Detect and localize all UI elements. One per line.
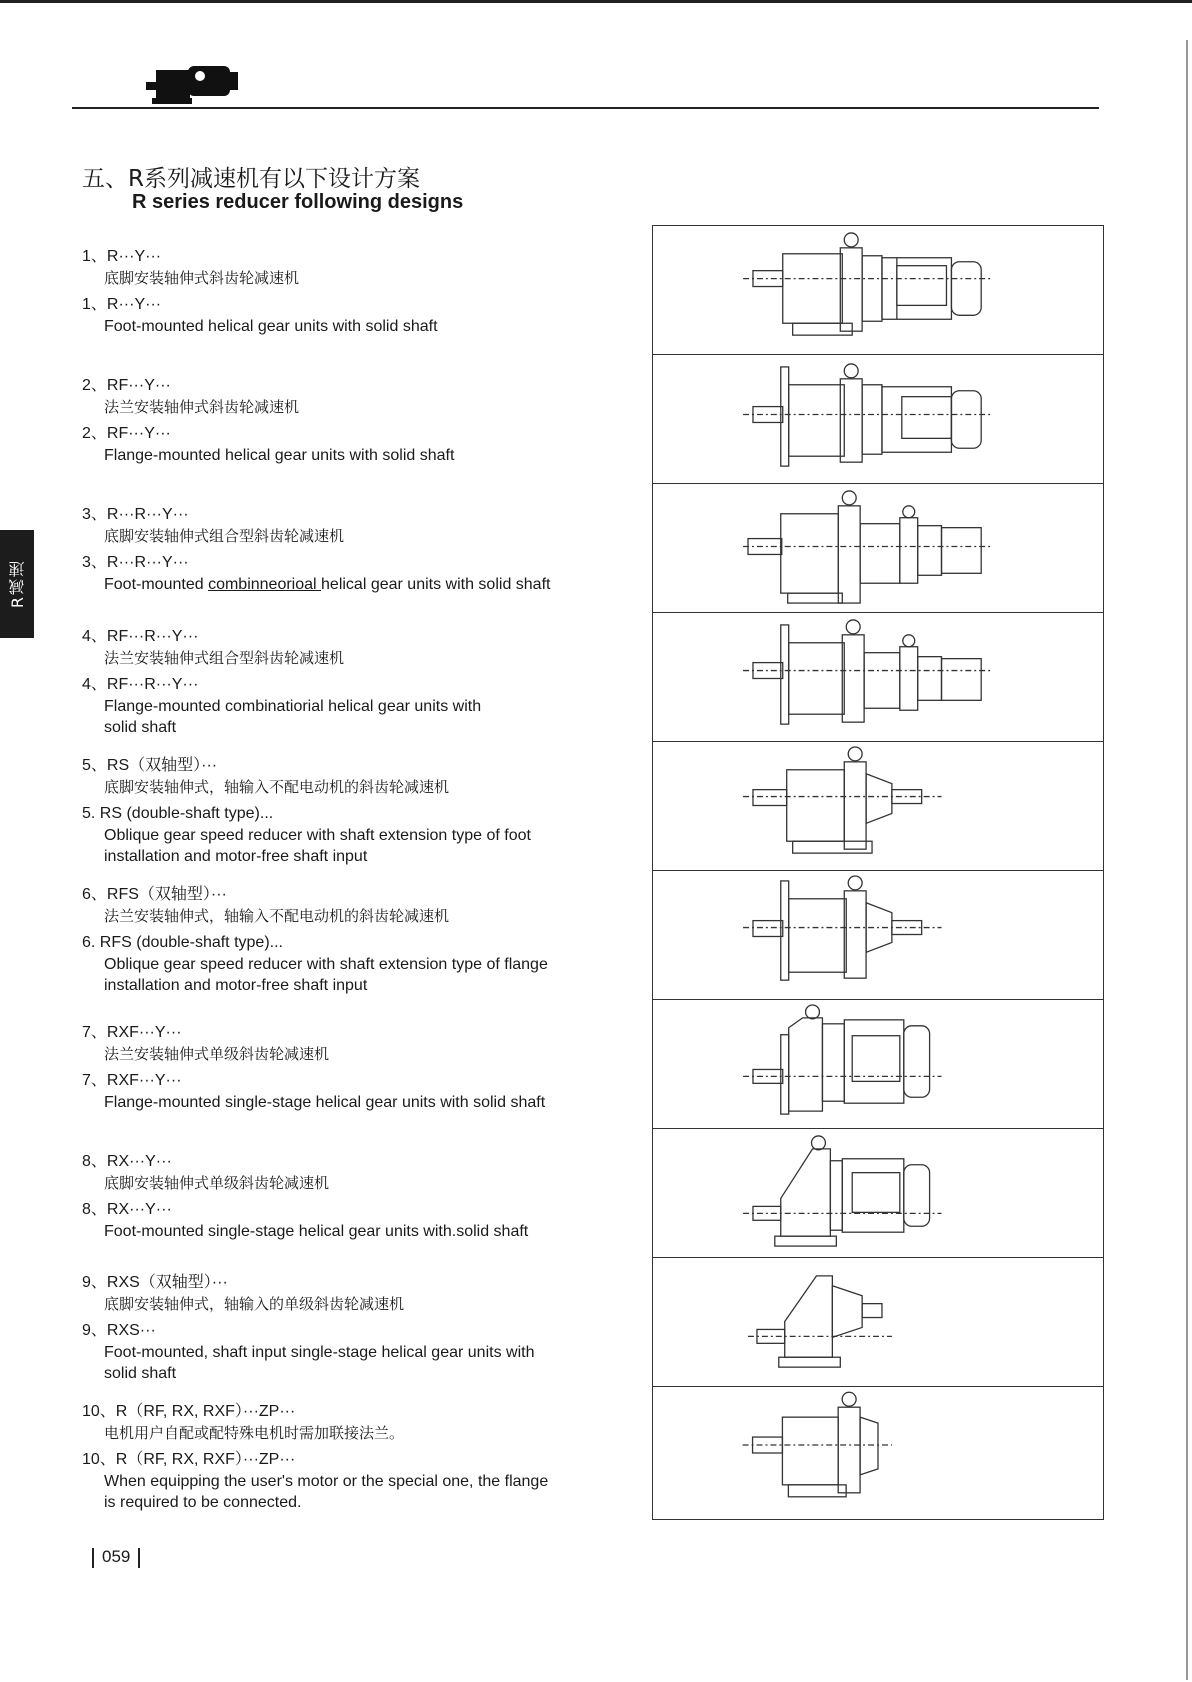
drawing-rf-y <box>653 355 1103 484</box>
drawing-rf-r-y <box>653 613 1103 742</box>
design-item-9: 9、RXS（双轴型）··· 底脚安装轴伸式，轴输入的单级斜齿轮减速机 9、RXS··· Foot-mounted, shaft input single-stage helical gear units with solid shaft <box>82 1274 535 1382</box>
drawing-rs <box>653 742 1103 871</box>
design-item-2: 2、RF···Y··· 法兰安装轴伸式斜齿轮减速机 2、RF···Y··· Flange-mounted helical gear units with solid shaft <box>82 377 455 464</box>
page-number: 059 <box>84 1547 148 1568</box>
design-item-6: 6、RFS（双轴型）··· 法兰安装轴伸式，轴输入不配电动机的斜齿轮减速机 6. RFS (double-shaft type)... Oblique gear speed reducer with shaft extension type of flange installation and motor-free shaft input <box>82 886 548 994</box>
design-item-1: 1、R···Y··· 底脚安装轴伸式斜齿轮减速机 1、R···Y··· Foot-mounted helical gear units with solid shaft <box>82 248 438 335</box>
drawing-rfs <box>653 871 1103 1000</box>
top-border <box>0 0 1192 3</box>
drawing-rxf-y <box>653 1000 1103 1129</box>
page-title-en: R series reducer following designs <box>132 191 464 213</box>
design-item-10: 10、R（RF, RX, RXF）···ZP··· 电机用户自配或配特殊电机时需加联接法兰。 10、R（RF, RX, RXF）···ZP··· When equipping the user's motor or the special one, the flange is required to be connected. <box>82 1403 549 1511</box>
design-item-8: 8、RX···Y··· 底脚安装轴伸式单级斜齿轮减速机 8、RX···Y··· Foot-mounted single-stage helical gear units with.solid shaft <box>82 1153 529 1240</box>
header-rule <box>72 107 1099 109</box>
section-tab: R减速 <box>0 530 34 638</box>
page-edge <box>1186 40 1188 1680</box>
design-item-7: 7、RXF···Y··· 法兰安装轴伸式单级斜齿轮减速机 7、RXF···Y··· Flange-mounted single-stage helical gear units with solid shaft <box>82 1024 546 1111</box>
drawing-r-y <box>653 226 1103 355</box>
design-item-4: 4、RF···R···Y··· 法兰安装轴伸式组合型斜齿轮减速机 4、RF···R···Y··· Flange-mounted combinatiorial helical gear units with solid shaft <box>82 628 482 736</box>
design-item-3: 3、R···R···Y··· 底脚安装轴伸式组合型斜齿轮减速机 3、R···R···Y··· Foot-mounted combinneorioal helical gear units with solid shaft <box>82 506 551 593</box>
page-title-cn: 五、R系列减速机有以下设计方案 <box>82 166 420 192</box>
drawing-r-r-y <box>653 484 1103 613</box>
drawing-r-zp <box>653 1387 1103 1516</box>
drawing-grid <box>652 225 1104 1520</box>
drawing-rxs <box>653 1258 1103 1387</box>
design-item-5: 5、RS（双轴型）··· 底脚安装轴伸式，轴输入不配电动机的斜齿轮减速机 5. RS (double-shaft type)... Oblique gear speed reducer with shaft extension type of foot installation and motor-free shaft input <box>82 757 531 865</box>
drawing-rx-y <box>653 1129 1103 1258</box>
